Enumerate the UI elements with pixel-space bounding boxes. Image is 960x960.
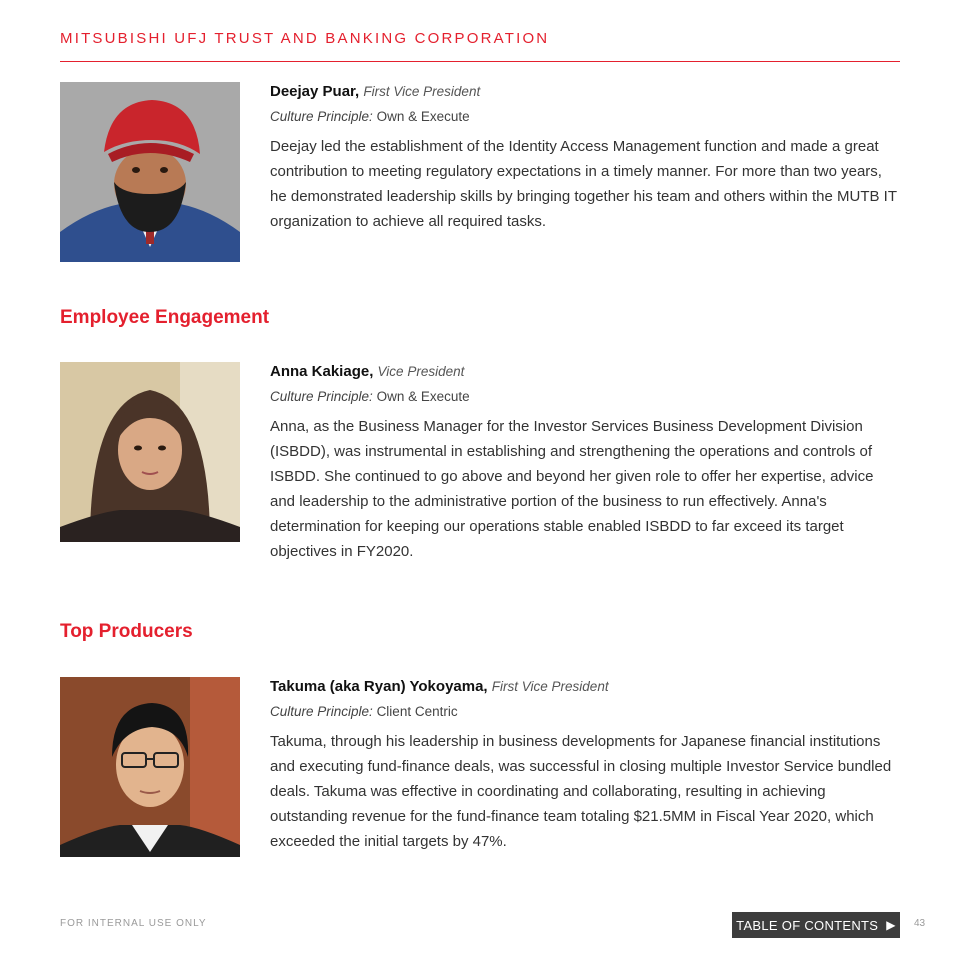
profile-anna <box>60 362 900 592</box>
culture-principle-value: Client Centric <box>376 704 458 719</box>
name-line <box>270 82 900 102</box>
section-title-top-producers: Top Producers <box>60 621 193 642</box>
employee-role: Vice President <box>377 364 465 379</box>
culture-principle-label: Culture Principle: <box>270 704 373 719</box>
internal-use-notice: FOR INTERNAL USE ONLY <box>60 918 207 929</box>
profile-info <box>270 677 900 854</box>
name-line <box>270 677 900 697</box>
profile-photo <box>60 362 240 542</box>
employee-role: First Vice President <box>363 84 481 99</box>
culture-principle <box>270 388 900 406</box>
company-header: MITSUBISHI UFJ TRUST AND BANKING CORPORATION <box>60 30 550 47</box>
profile-deejay <box>60 82 900 264</box>
profile-description: Anna, as the Business Manager for the Investor Services Business Development Division (ISBDD), was instrumental in establishing and strengthening the operations and controls of ISBDD. She continued to go above and beyond her given role to offer her expertise, advice and leadership to the administrative portion of the business to run effectively. Anna's determination for keeping our operations stable enabled ISBDD to far exceed its target objectives in FY2020. <box>270 418 874 560</box>
name-line <box>270 362 900 382</box>
profile-description: Takuma, through his leadership in business developments for Japanese financial institutions and executing fund-finance deals, was successful in closing multiple Investor Service bundled deals. Takuma was effective in coordinating and collaborating, resulting in achieving outstanding revenue for the fund-finance team totaling $21.5MM in Fiscal Year 2020, which exceeded the initial targets by 47%. <box>270 733 892 850</box>
header-divider <box>60 61 900 62</box>
employee-name: Anna Kakiage, <box>270 363 374 380</box>
profile-info <box>270 362 900 564</box>
culture-principle <box>270 108 900 126</box>
culture-principle-value: Own & Execute <box>376 109 470 124</box>
profile-takuma <box>60 677 900 882</box>
play-arrow-icon: ▶ <box>886 918 896 932</box>
profile-photo <box>60 677 240 857</box>
table-of-contents-button[interactable] <box>732 912 900 938</box>
profile-info <box>270 82 900 234</box>
employee-role: First Vice President <box>491 679 609 694</box>
culture-principle-value: Own & Execute <box>376 389 470 404</box>
page-number: 43 <box>914 918 926 929</box>
employee-name: Takuma (aka Ryan) Yokoyama, <box>270 678 488 695</box>
culture-principle-label: Culture Principle: <box>270 109 373 124</box>
toc-label: TABLE OF CONTENTS <box>736 917 879 933</box>
profile-description: Deejay led the establishment of the Identity Access Management function and made a great contribution to meeting regulatory expectations in a timely manner. For more than two years, he demonstrated leadership skills by bringing together his team and others within the MUTB IT organization to achieve all required tasks. <box>270 138 897 230</box>
culture-principle-label: Culture Principle: <box>270 389 373 404</box>
culture-principle <box>270 703 900 721</box>
section-title-employee-engagement: Employee Engagement <box>60 307 270 328</box>
profile-photo <box>60 82 240 262</box>
employee-name: Deejay Puar, <box>270 83 360 100</box>
